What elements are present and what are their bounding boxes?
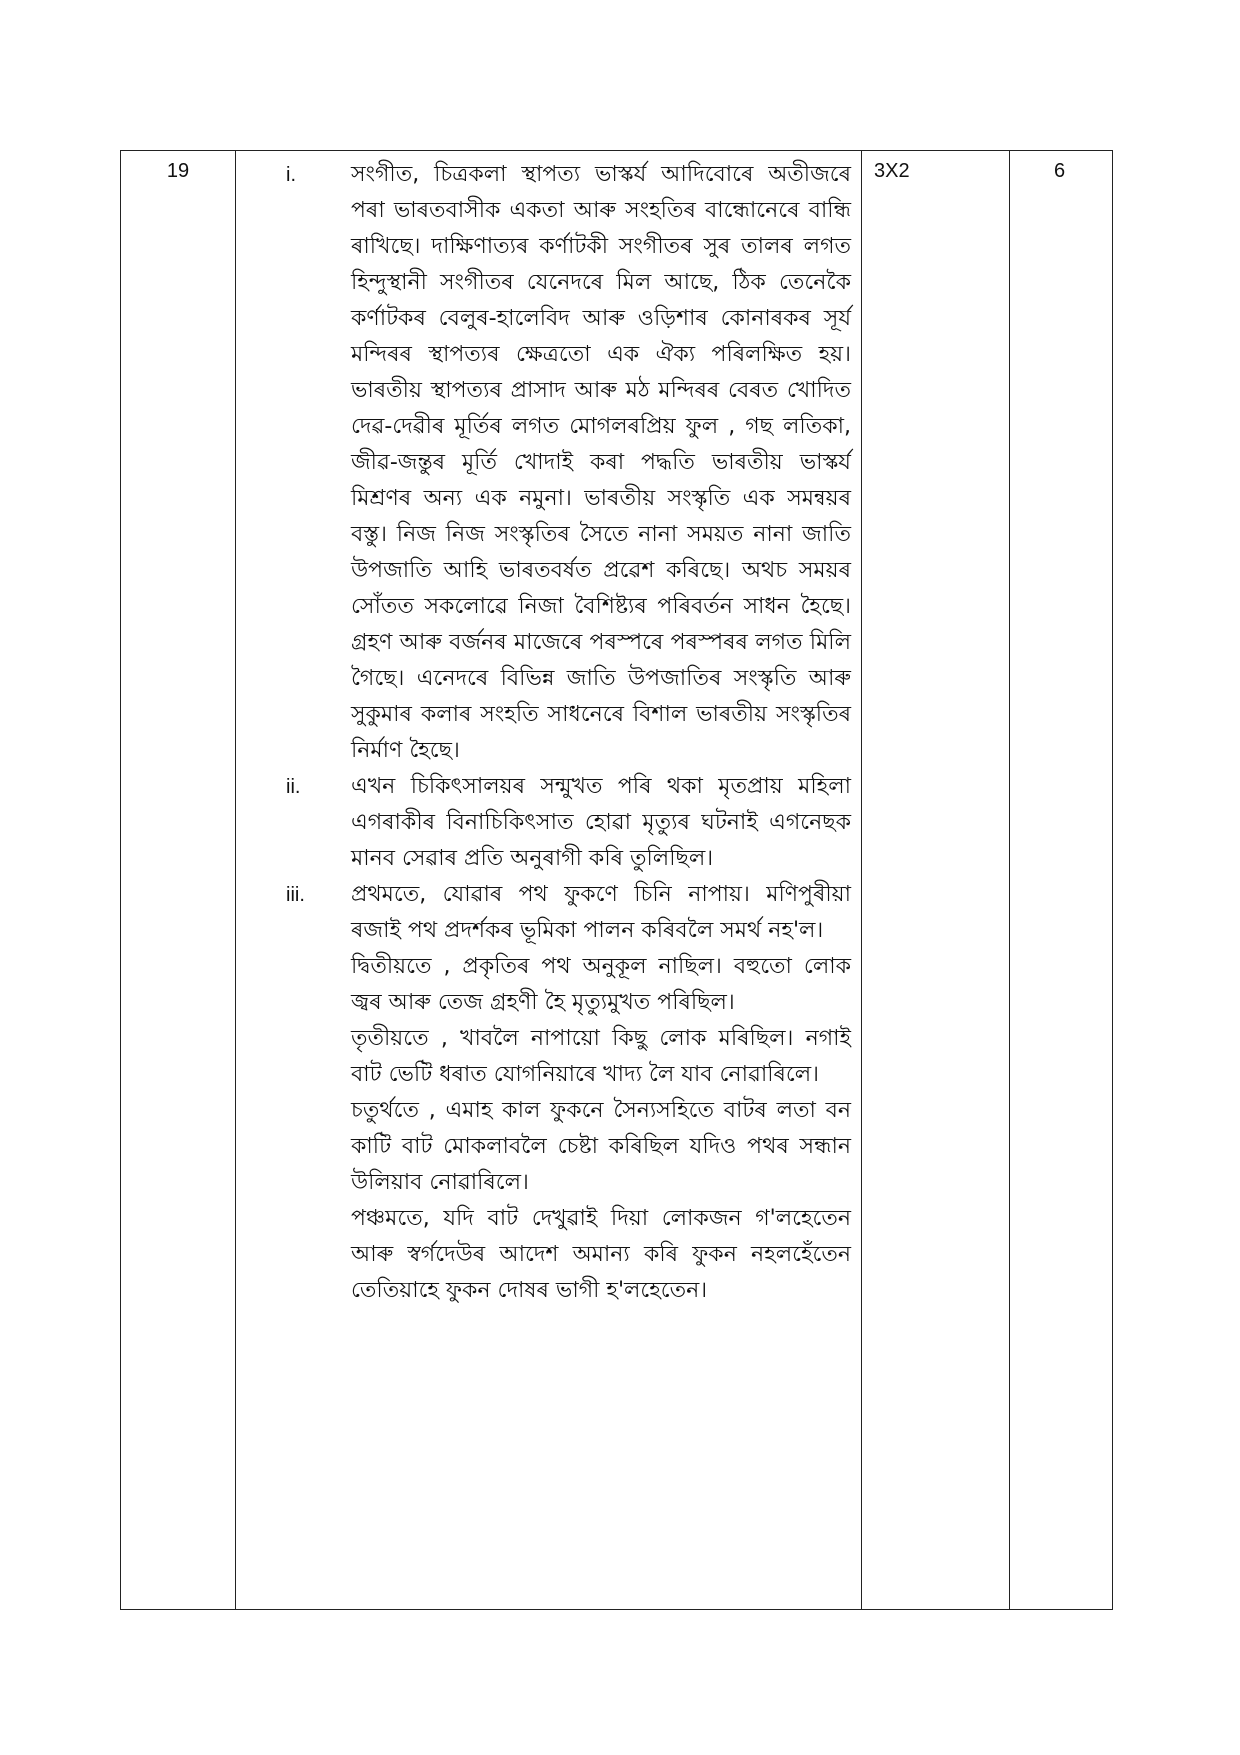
answer-paragraph: সংগীত, চিত্ৰকলা স্থাপত্য ভাস্কৰ্য আদিবোৰে অতীজৰে পৰা ভাৰতবাসীক একতা আৰু সংহতিৰ বান্ধোনেৰে বান্ধি ৰাখিছে। দাক্ষিণাত্যৰ কৰ্ণাটকী সংগীতৰ সুৰ তালৰ লগত হিন্দুস্থানী সংগীতৰ যেনেদৰে মিল আছে, ঠিক তেনেকৈ কৰ্ণাটকৰ বেলুৰ-হালেবিদ আৰু ওড়িশাৰ কোনাৰকৰ সূৰ্য মন্দিৰৰ স্থাপত্যৰ ক্ষেত্ৰতো এক ঐক্য পৰিলক্ষিত হয়। ভাৰতীয় স্থাপত্যৰ প্ৰাসাদ আৰু মঠ মন্দিৰৰ বেৰত খোদিত দেৱ-দেৱীৰ মূৰ্তিৰ লগত মোগলৰপ্ৰিয় ফুল , গছ লতিকা, জীৱ-জন্তুৰ মূৰ্তি খোদাই কৰা পদ্ধতি ভাৰতীয় ভাস্কৰ্য মিশ্ৰণৰ অন্য এক নমুনা। ভাৰতীয় সংস্কৃতি এক সমন্বয়ৰ বস্তু। নিজ নিজ সংস্কৃতিৰ সৈতে নানা সময়ত নানা জাতি উপজাতি আহি ভাৰতবৰ্ষত প্ৰৱেশ কৰিছে। অথচ সময়ৰ সোঁতত সকলোৱে নিজা বৈশিষ্ট্যৰ পৰিবৰ্তন সাধন হৈছে। গ্ৰহণ আৰু বৰ্জনৰ মাজেৰে পৰস্পৰে পৰস্পৰৰ লগত মিলি গৈছে। এনেদৰে বিভিন্ন জাতি উপজাতিৰ সংস্কৃতি আৰু সুকুমাৰ কলাৰ সংহতি সাধনেৰে বিশাল ভাৰতীয় সংস্কৃতিৰ নিৰ্মাণ হৈছে। (351, 162, 851, 763)
question-number: 19 (166, 160, 190, 182)
answer-table (120, 150, 1113, 1610)
answer-part-ii (236, 769, 851, 877)
part-label: i. (286, 164, 296, 186)
answer-paragraph: তৃতীয়তে , খাবলৈ নাপায়ো কিছু লোক মৰিছিল। নগাই বাট ভেটি ধৰাত যোগনিয়াৰে খাদ্য লৈ যাব নোৱাৰিলে। (351, 1026, 851, 1087)
part-label: ii. (286, 776, 301, 798)
answer-paragraph: প্ৰথমতে, যোৱাৰ পথ ফুকণে চিনি নাপায়। মণিপুৰীয়া ৰজাই পথ প্ৰদৰ্শকৰ ভূমিকা পালন কৰিবলৈ সমৰ্থ নহ'ল। (351, 882, 851, 943)
part-label: iii. (286, 884, 305, 906)
total-marks: 6 (1054, 160, 1066, 182)
answer-part-i (236, 157, 851, 769)
answer-paragraph: এখন চিকিৎসালয়ৰ সন্মুখত পৰি থকা মৃতপ্ৰায় মহিলা এগৰাকীৰ বিনাচিকিৎসাত হোৱা মৃত্যুৰ ঘটনাই এগনেছক মানব সেৱাৰ প্ৰতি অনুৰাগী কৰি তুলিছিল। (351, 774, 851, 871)
answer-paragraph: চতুৰ্থতে , এমাহ কাল ফুকনে সৈন্যসহিতে বাটৰ লতা বন কাটি বাট মোকলাবলৈ চেষ্টা কৰিছিল যদিও পথৰ সন্ধান উলিয়াব নোৱাৰিলে। (351, 1098, 851, 1195)
answer-cell (236, 151, 862, 1610)
part-body (351, 877, 851, 1309)
answer-paragraph: দ্বিতীয়তে , প্ৰকৃতিৰ পথ অনুকূল নাছিল। বহুতো লোক জ্বৰ আৰু তেজ গ্ৰহণী হৈ মৃত্যুমুখত পৰিছিল। (351, 954, 851, 1015)
answer-part-iii (236, 877, 851, 1309)
total-cell (1010, 151, 1113, 1610)
answer-paragraph: পঞ্চমতে, যদি বাট দেখুৱাই দিয়া লোকজন গ'লহেতেন আৰু স্বৰ্গদেউৰ আদেশ অমান্য কৰি ফুকন নহলহেঁতেন তেতিয়াহে ফুকন দোষৰ ভাগী হ'লহেতেন। (351, 1206, 851, 1303)
part-body (351, 157, 851, 769)
marks-breakdown: 3X2 (874, 160, 910, 182)
marks-cell (862, 151, 1010, 1610)
table-row (121, 151, 1113, 1610)
part-body (351, 769, 851, 877)
question-number-cell (121, 151, 236, 1610)
answer-content (236, 151, 861, 1309)
